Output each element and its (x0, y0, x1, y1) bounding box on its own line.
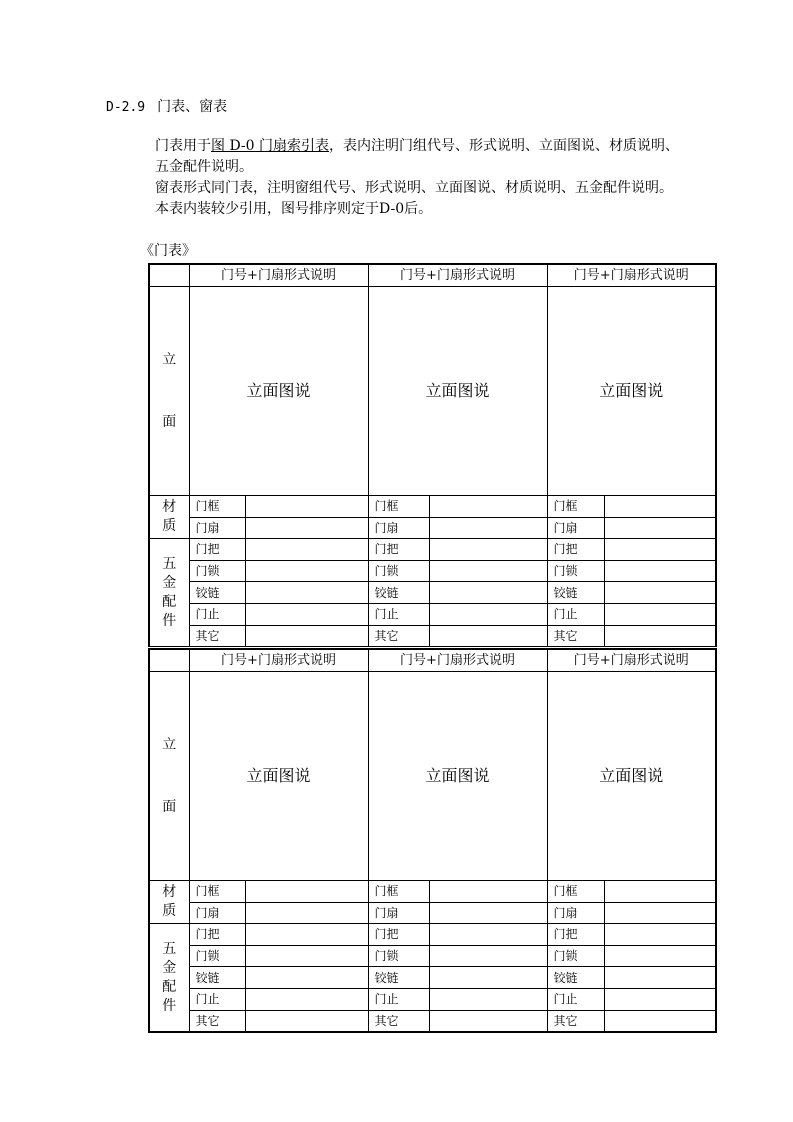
spec-item-label: 其它 (547, 1010, 604, 1032)
spec-item-label: 铰链 (368, 967, 429, 989)
header-corner-cell (149, 649, 189, 672)
spec-item-label: 门把 (189, 539, 245, 561)
spec-value-cell[interactable] (429, 625, 547, 647)
spec-item-label: 门把 (547, 539, 604, 561)
spec-value-cell[interactable] (604, 881, 716, 903)
spec-item-label: 门止 (189, 988, 245, 1010)
spec-value-cell[interactable] (429, 582, 547, 604)
table-caption: 《门表》 (140, 243, 196, 259)
spec-value-cell[interactable] (604, 967, 716, 989)
hardware-side-label (149, 539, 189, 647)
spec-item-label: 门止 (189, 603, 245, 625)
section-title: 门表、窗表 (157, 99, 228, 115)
material-side-label (149, 496, 189, 539)
spec-item-label: 门框 (368, 496, 429, 518)
spec-item-label: 其它 (189, 625, 245, 647)
spec-item-label: 门扇 (547, 902, 604, 924)
spec-item-label: 其它 (547, 625, 604, 647)
spec-item-label: 铰链 (189, 967, 245, 989)
spec-value-cell[interactable] (429, 539, 547, 561)
spec-item-label: 其它 (368, 625, 429, 647)
spec-item-label: 铰链 (547, 582, 604, 604)
spec-value-cell[interactable] (429, 967, 547, 989)
spec-item-label: 铰链 (189, 582, 245, 604)
spec-value-cell[interactable] (245, 582, 368, 604)
spec-item-label: 门框 (189, 881, 245, 903)
spec-value-cell[interactable] (245, 902, 368, 924)
door-header-cell: 门号+门扇形式说明 (547, 649, 716, 672)
spec-value-cell[interactable] (604, 560, 716, 582)
spec-item-label: 门止 (547, 988, 604, 1010)
spec-value-cell[interactable] (245, 603, 368, 625)
elevation-drawing-cell: 立面图说 (547, 287, 716, 496)
spec-item-label: 门扇 (368, 517, 429, 539)
spec-value-cell[interactable] (604, 625, 716, 647)
spec-item-label: 门锁 (368, 945, 429, 967)
spec-item-label: 门锁 (368, 560, 429, 582)
spec-value-cell[interactable] (245, 988, 368, 1010)
spec-value-cell[interactable] (245, 625, 368, 647)
elevation-drawing-cell: 立面图说 (368, 672, 547, 881)
spec-item-label: 门把 (368, 924, 429, 946)
spec-value-cell[interactable] (245, 517, 368, 539)
paragraph-note: 本表内装较少引用，图号排序则定于D-0后。 (155, 201, 433, 217)
elevation-side-label (149, 287, 189, 496)
hardware-side-text: 五金配件 (162, 940, 177, 1014)
spec-value-cell[interactable] (245, 881, 368, 903)
p1-line2: 五金配件说明。 (155, 159, 253, 175)
door-table-block-1 (148, 263, 717, 647)
spec-item-label: 门锁 (547, 945, 604, 967)
spec-value-cell[interactable] (604, 1010, 716, 1032)
spec-value-cell[interactable] (604, 988, 716, 1010)
spec-item-label: 门止 (547, 603, 604, 625)
hardware-side-label (149, 924, 189, 1032)
section-number: D-2.9 (106, 100, 146, 115)
spec-value-cell[interactable] (245, 967, 368, 989)
spec-item-label: 门把 (547, 924, 604, 946)
spec-item-label: 铰链 (368, 582, 429, 604)
elevation-drawing-cell: 立面图说 (368, 287, 547, 496)
elevation-drawing-cell: 立面图说 (547, 672, 716, 881)
paragraph-door-table (155, 136, 679, 178)
spec-value-cell[interactable] (604, 945, 716, 967)
elevation-side-text: 立面 (162, 352, 177, 430)
spec-value-cell[interactable] (245, 1010, 368, 1032)
spec-item-label: 门把 (189, 924, 245, 946)
spec-value-cell[interactable] (604, 517, 716, 539)
spec-item-label: 其它 (189, 1010, 245, 1032)
spec-value-cell[interactable] (429, 560, 547, 582)
spec-value-cell[interactable] (245, 539, 368, 561)
spec-value-cell[interactable] (429, 945, 547, 967)
p1-pre: 门表用于 (155, 138, 211, 154)
spec-value-cell[interactable] (604, 603, 716, 625)
paragraph-window-table: 窗表形式同门表，注明窗组代号、形式说明、立面图说、材质说明、五金配件说明。 (155, 180, 673, 196)
spec-value-cell[interactable] (604, 582, 716, 604)
spec-value-cell[interactable] (245, 945, 368, 967)
door-header-cell: 门号+门扇形式说明 (368, 649, 547, 672)
spec-value-cell[interactable] (604, 902, 716, 924)
spec-item-label: 门锁 (189, 945, 245, 967)
door-header-cell: 门号+门扇形式说明 (547, 264, 716, 287)
spec-value-cell[interactable] (604, 924, 716, 946)
spec-item-label: 门框 (547, 496, 604, 518)
elevation-drawing-cell: 立面图说 (189, 287, 368, 496)
spec-item-label: 其它 (368, 1010, 429, 1032)
door-header-cell: 门号+门扇形式说明 (368, 264, 547, 287)
spec-item-label: 门扇 (189, 902, 245, 924)
spec-item-label: 门扇 (189, 517, 245, 539)
door-header-cell: 门号+门扇形式说明 (189, 649, 368, 672)
material-side-label (149, 881, 189, 924)
elevation-side-text: 立面 (162, 737, 177, 815)
spec-value-cell[interactable] (245, 924, 368, 946)
door-table-block-2 (148, 648, 717, 1033)
spec-item-label: 门把 (368, 539, 429, 561)
spec-item-label: 门扇 (368, 902, 429, 924)
spec-value-cell[interactable] (429, 603, 547, 625)
material-side-text: 材质 (162, 499, 177, 535)
spec-value-cell[interactable] (429, 902, 547, 924)
figure-reference-link[interactable]: 图 D-0 门扇索引表 (211, 138, 330, 154)
spec-value-cell[interactable] (245, 496, 368, 518)
elevation-drawing-cell: 立面图说 (189, 672, 368, 881)
spec-item-label: 门止 (368, 988, 429, 1010)
elevation-side-label (149, 672, 189, 881)
spec-item-label: 门扇 (547, 517, 604, 539)
spec-item-label: 铰链 (547, 967, 604, 989)
spec-item-label: 门框 (189, 496, 245, 518)
spec-value-cell[interactable] (604, 539, 716, 561)
spec-value-cell[interactable] (429, 1010, 547, 1032)
p1-post: ，表内注明门组代号、形式说明、立面图说、材质说明、 (329, 138, 680, 154)
section-heading (106, 96, 227, 116)
spec-item-label: 门锁 (547, 560, 604, 582)
spec-value-cell[interactable] (429, 517, 547, 539)
spec-value-cell[interactable] (429, 881, 547, 903)
spec-value-cell[interactable] (604, 496, 716, 518)
spec-item-label: 门框 (368, 881, 429, 903)
spec-value-cell[interactable] (429, 496, 547, 518)
spec-value-cell[interactable] (245, 560, 368, 582)
spec-item-label: 门锁 (189, 560, 245, 582)
door-header-cell: 门号+门扇形式说明 (189, 264, 368, 287)
spec-item-label: 门止 (368, 603, 429, 625)
hardware-side-text: 五金配件 (162, 555, 177, 629)
material-side-text: 材质 (162, 884, 177, 920)
spec-value-cell[interactable] (429, 924, 547, 946)
spec-item-label: 门框 (547, 881, 604, 903)
spec-value-cell[interactable] (429, 988, 547, 1010)
header-corner-cell (149, 264, 189, 287)
